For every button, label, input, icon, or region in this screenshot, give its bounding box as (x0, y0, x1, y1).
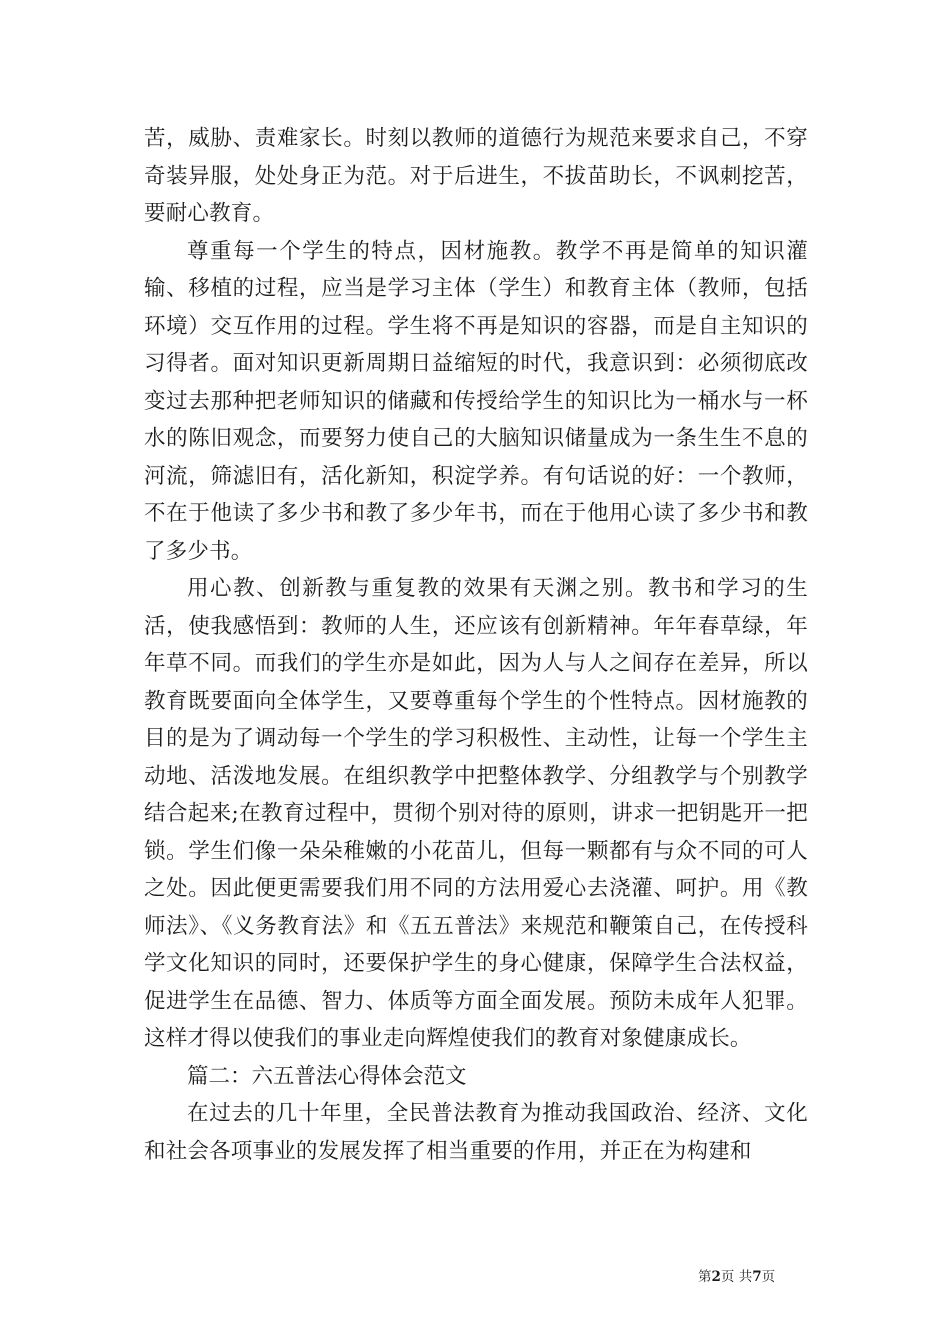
footer-suffix: 页 (761, 1269, 776, 1285)
paragraph-continued: 苦，威胁、责难家长。时刻以教师的道德行为规范来要求自己，不穿奇装异服，处处身正为范。对于后进生，不拔苗助长，不讽刺挖苦，要耐心教育。 (144, 126, 808, 226)
footer-total-pages: 7 (752, 1269, 762, 1285)
paragraph-innovative-teaching: 用心教、创新教与重复教的效果有天渊之别。教书和学习的生活，使我感悟到：教师的人生，还应该有创新精神。年年春草绿，年年草不同。而我们的学生亦是如此，因为人与人之间存在差异，所以教育既要面向全体学生，又要尊重每个学生的个性特点。因材施教的目的是为了调动每一个学生的学习积极性、主动性，让每一个学生主动地、活泼地发展。在组织教学中把整体教学、分组教学与个别教学结合起来;在教育过程中，贯彻个别对待的原则，讲求一把钥匙开一把锁。学生们像一朵朵稚嫩的小花苗儿，但每一颗都有与众不同的可人之处。因此便更需要我们用不同的方法用爱心去浇灌、呵护。用《教师法》、《义务教育法》和《五五普法》来规范和鞭策自己，在传授科学文化知识的同时，还要保护学生的身心健康，保障学生合法权益，促进学生在品德、智力、体质等方面全面发展。预防未成年人犯罪。这样才得以使我们的事业走向辉煌使我们的教育对象健康成长。 (144, 576, 808, 1051)
document-body (144, 120, 808, 1170)
paragraph-closing: 在过去的几十年里，全民普法教育为推动我国政治、经济、文化和社会各项事业的发展发挥了相当重要的作用，并正在为构建和 (144, 1101, 808, 1164)
page-number-footer (698, 1268, 775, 1286)
footer-middle: 页 共 (720, 1269, 753, 1285)
section-heading: 篇二：六五普法心得体会范文 (187, 1063, 467, 1089)
paragraph-respect-students: 尊重每一个学生的特点，因材施教。教学不再是简单的知识灌输、移植的过程，应当是学习主体（学生）和教育主体（教师，包括环境）交互作用的过程。学生将不再是知识的容器，而是自主知识的习得者。面对知识更新周期日益缩短的时代，我意识到：必须彻底改变过去那种把老师知识的储藏和传授给学生的知识比为一桶水与一杯水的陈旧观念，而要努力使自己的大脑知识储量成为一条生生不息的河流，筛滤旧有，活化新知，积淀学养。有句话说的好：一个教师，不在于他读了多少书和教了多少年书，而在于他用心读了多少书和教了多少书。 (144, 238, 808, 564)
footer-current-page: 2 (711, 1269, 721, 1285)
footer-prefix: 第 (698, 1269, 712, 1285)
